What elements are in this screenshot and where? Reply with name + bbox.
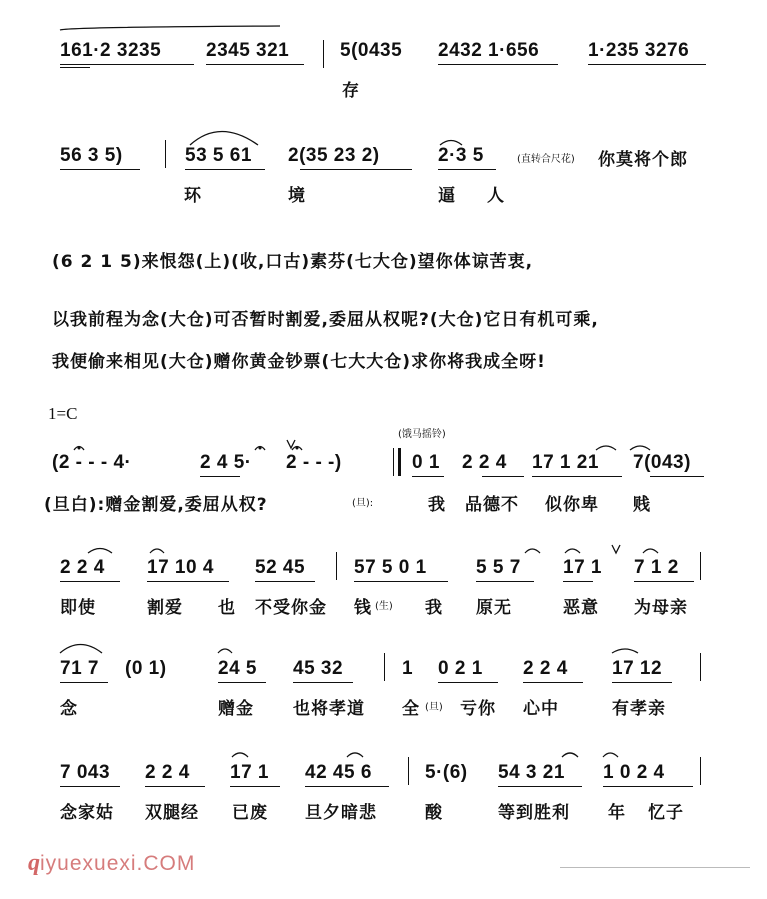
role-marker: (生) (375, 601, 393, 612)
role-marker: (旦) (425, 702, 443, 713)
beam-line (185, 169, 265, 170)
lyric: 即使 (60, 598, 96, 618)
breath-mark (612, 545, 620, 553)
beam-line (532, 476, 622, 477)
lyric: 钱 (354, 598, 372, 618)
beam-line (60, 786, 120, 787)
beam-line (588, 64, 706, 65)
notation-group: 7 1 2 (634, 557, 679, 578)
beam-line (498, 786, 582, 787)
beam-line (206, 64, 304, 65)
notation-group: 2 2 4 (523, 658, 568, 679)
spoken-line: 以我前程为念(大仓)可否暂时割爱,委屈从权呢?(大仓)它日有机可乘, (52, 310, 599, 330)
lyric: 旦夕暗悲 (305, 803, 377, 823)
lyric: 你莫将个郎 (598, 150, 688, 170)
lyric: 赠金 (218, 699, 254, 719)
notation-group: 5 5 7 (476, 557, 521, 578)
lyric: 酸 (425, 803, 443, 823)
slur (612, 649, 638, 653)
notation-group: 2 4 5· (200, 452, 252, 473)
watermark-text: iyuexuexi.COM (40, 852, 196, 875)
beam-line (354, 581, 448, 582)
slur (562, 753, 578, 757)
lyric: 贱 (633, 495, 651, 515)
notation-group: 2432 1·656 (438, 40, 540, 61)
slur (190, 132, 258, 146)
beam-line (60, 682, 108, 683)
lyric: 存 (342, 81, 360, 101)
beam-line (612, 682, 672, 683)
beam-line (438, 64, 558, 65)
notation-group: 7 043 (60, 762, 111, 783)
notation-group: 24 5 (218, 658, 257, 679)
notation-group: 57 5 0 1 (354, 557, 427, 578)
slur (603, 753, 618, 757)
notation-group: 1 0 2 4 (603, 762, 665, 783)
lyric: 等到胜利 (498, 803, 570, 823)
slur (150, 549, 164, 553)
beam-line (145, 786, 205, 787)
slur (88, 549, 112, 554)
notation-group: 56 3 5) (60, 145, 123, 166)
notation-group: 42 45 6 (305, 762, 372, 783)
lyric: 环 (184, 186, 202, 206)
double-barline (393, 448, 401, 476)
lyric: 全 (402, 699, 420, 719)
beam-line (412, 476, 444, 477)
notation-group: 52 45 (255, 557, 306, 578)
notation-group: (2 - - - 4· (52, 452, 132, 473)
notation-group: 2 2 4 (60, 557, 105, 578)
lyric: 品德不 (465, 495, 519, 515)
lyric: 为母亲 (634, 598, 688, 618)
barline (165, 140, 166, 168)
lyric: 原无 (476, 598, 512, 618)
beam-line (634, 581, 694, 582)
notation-group: 1 (402, 658, 414, 679)
lyric: 恶意 (563, 598, 599, 618)
lyric: 亏你 (460, 699, 496, 719)
lyric: 人 (487, 186, 505, 206)
beam-line (650, 476, 704, 477)
lyric: 不受你金 (255, 598, 327, 618)
notation-group: 161·2 3235 (60, 40, 162, 61)
lyric: 割爱 (147, 598, 183, 618)
slur (232, 753, 248, 757)
lyric: 年 (608, 803, 626, 823)
barline (336, 552, 337, 580)
notation-group: 17 10 4 (147, 557, 214, 578)
key-signature: 1=C (48, 404, 78, 423)
barline (384, 653, 385, 681)
notation-group: 2 2 4 (145, 762, 190, 783)
slur (347, 753, 363, 757)
notation-group: 5·(6) (425, 762, 468, 783)
header-rule (60, 26, 280, 30)
performance-annotation: (直转合尺花) (517, 154, 575, 165)
barline (700, 653, 701, 681)
slur (643, 549, 658, 553)
lyric: 念 (60, 699, 78, 719)
barline (408, 757, 409, 785)
lyric: 有孝亲 (612, 699, 666, 719)
slur (596, 446, 616, 450)
lyric: 心中 (523, 699, 559, 719)
beam-line (438, 169, 496, 170)
notation-group: 17 1 (563, 557, 602, 578)
notation-group: 45 32 (293, 658, 344, 679)
barline (700, 757, 701, 785)
lyric: 似你卑 (545, 495, 599, 515)
lyric: 已废 (232, 803, 268, 823)
beam-line (200, 476, 240, 477)
spoken-line: (旦白):赠金割爱,委屈从权? (44, 495, 268, 515)
notation-group: 7(043) (633, 452, 691, 473)
notation-group: 54 3 21 (498, 762, 565, 783)
notation-group: 17 1 (230, 762, 269, 783)
spoken-line: 我便偷来相见(大仓)赠你黄金钞票(七大大仓)求你将我成全呀! (52, 352, 546, 372)
footer-rule (560, 867, 750, 868)
notation-group: 17 12 (612, 658, 663, 679)
lyric: 也将孝道 (293, 699, 365, 719)
lyric: 我 (428, 495, 446, 515)
lyric: 忆子 (648, 803, 684, 823)
lyric: 双腿经 (145, 803, 199, 823)
beam-line (523, 682, 583, 683)
lyric: 我 (425, 598, 443, 618)
lyric: 逼 (438, 186, 456, 206)
notation-group: 5(0435 (340, 40, 403, 61)
beam-line (293, 682, 353, 683)
slur (60, 645, 102, 654)
beam-line (218, 682, 266, 683)
beam-line (60, 169, 140, 170)
beam-line (603, 786, 693, 787)
beam-line (563, 581, 593, 582)
spoken-line: (6 2 1 5)来恨怨(上)(收,口古)素芬(七大仓)望你体谅苦衷, (52, 252, 534, 272)
notation-group: 2(35 23 2) (288, 145, 380, 166)
lyric: 境 (288, 186, 306, 206)
barline (323, 40, 324, 68)
lyric: 也 (218, 598, 236, 618)
slur (525, 549, 540, 553)
slur (565, 549, 580, 553)
beam-line (147, 581, 229, 582)
slur (218, 649, 232, 653)
beam-line (305, 786, 389, 787)
beam-line (60, 67, 90, 68)
beam-line (60, 64, 194, 65)
notation-group: 2·3 5 (438, 145, 484, 166)
beam-line (255, 581, 315, 582)
barline (700, 552, 701, 580)
breath-mark (287, 440, 295, 448)
notation-group: 71 7 (60, 658, 99, 679)
beam-line (230, 786, 280, 787)
notation-group: 2 - - -) (286, 452, 342, 473)
notation-group: (0 1) (125, 658, 167, 679)
beam-line (476, 581, 534, 582)
performance-annotation: (饿马摇铃) (398, 429, 446, 440)
notation-group: 53 5 61 (185, 145, 252, 166)
notation-group: 2 2 4 (462, 452, 507, 473)
site-watermark (28, 850, 195, 877)
lyric: 念家姑 (60, 803, 114, 823)
notation-group: 0 2 1 (438, 658, 483, 679)
beam-line (438, 682, 498, 683)
notation-group: 0 1 (412, 452, 440, 473)
notation-group: 1·235 3276 (588, 40, 690, 61)
slur (630, 446, 650, 450)
beam-line (60, 581, 120, 582)
role-marker: (旦): (352, 498, 374, 509)
beam-line (482, 476, 524, 477)
notation-group: 2345 321 (206, 40, 290, 61)
beam-line (300, 169, 412, 170)
notation-group: 17 1 21 (532, 452, 599, 473)
watermark-logo-letter: q (28, 850, 40, 876)
